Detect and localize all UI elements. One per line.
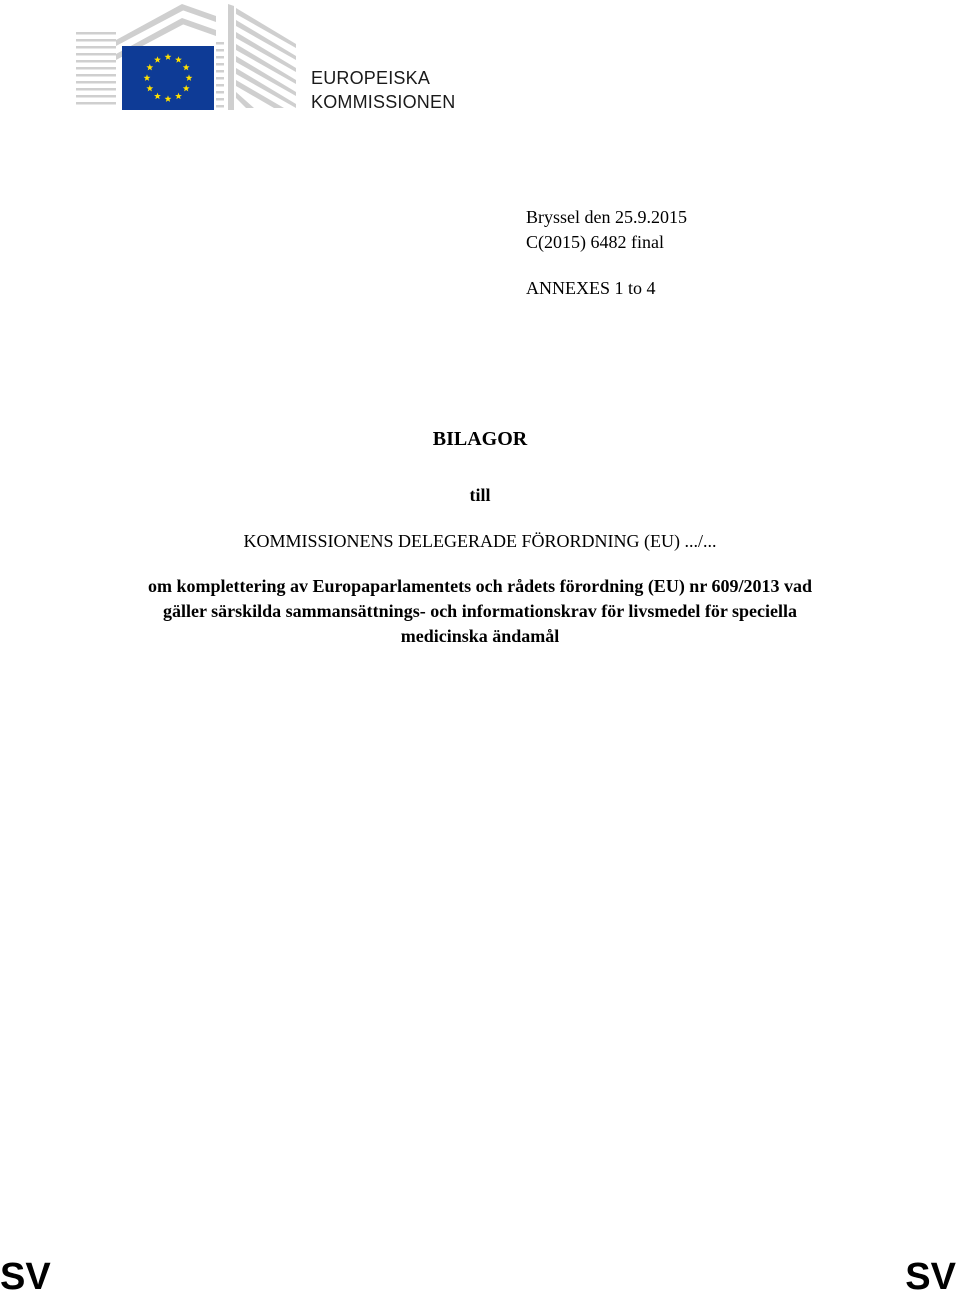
regulation-title: KOMMISSIONENS DELEGERADE FÖRORDNING (EU) .../...: [243, 531, 717, 551]
subject-line-3: medicinska ändamål: [400, 626, 560, 646]
subject-text: [70, 574, 890, 649]
org-line-2: KOMMISSIONEN: [311, 92, 456, 112]
european-commission-logo: [74, 2, 304, 114]
place-date: Bryssel den 25.9.2015: [526, 207, 687, 227]
annexes-label: ANNEXES 1 to 4: [526, 278, 656, 298]
organisation-name: [311, 66, 455, 114]
subject-line-2: gäller särskilda sammansättnings- och informationskrav för livsmedel för speciella: [163, 601, 797, 621]
heading-till: till: [469, 485, 491, 505]
document-meta: [526, 205, 687, 255]
org-line-1: EUROPEISKA: [311, 68, 431, 88]
language-code-left: SV: [0, 1256, 51, 1298]
subject-line-1: om komplettering av Europaparlamentets och rådets förordning (EU) nr 609/2013 vad: [148, 576, 812, 596]
language-code-right: SV: [905, 1256, 956, 1298]
document-reference: C(2015) 6482 final: [526, 232, 664, 252]
document-heading: BILAGOR: [432, 428, 528, 450]
